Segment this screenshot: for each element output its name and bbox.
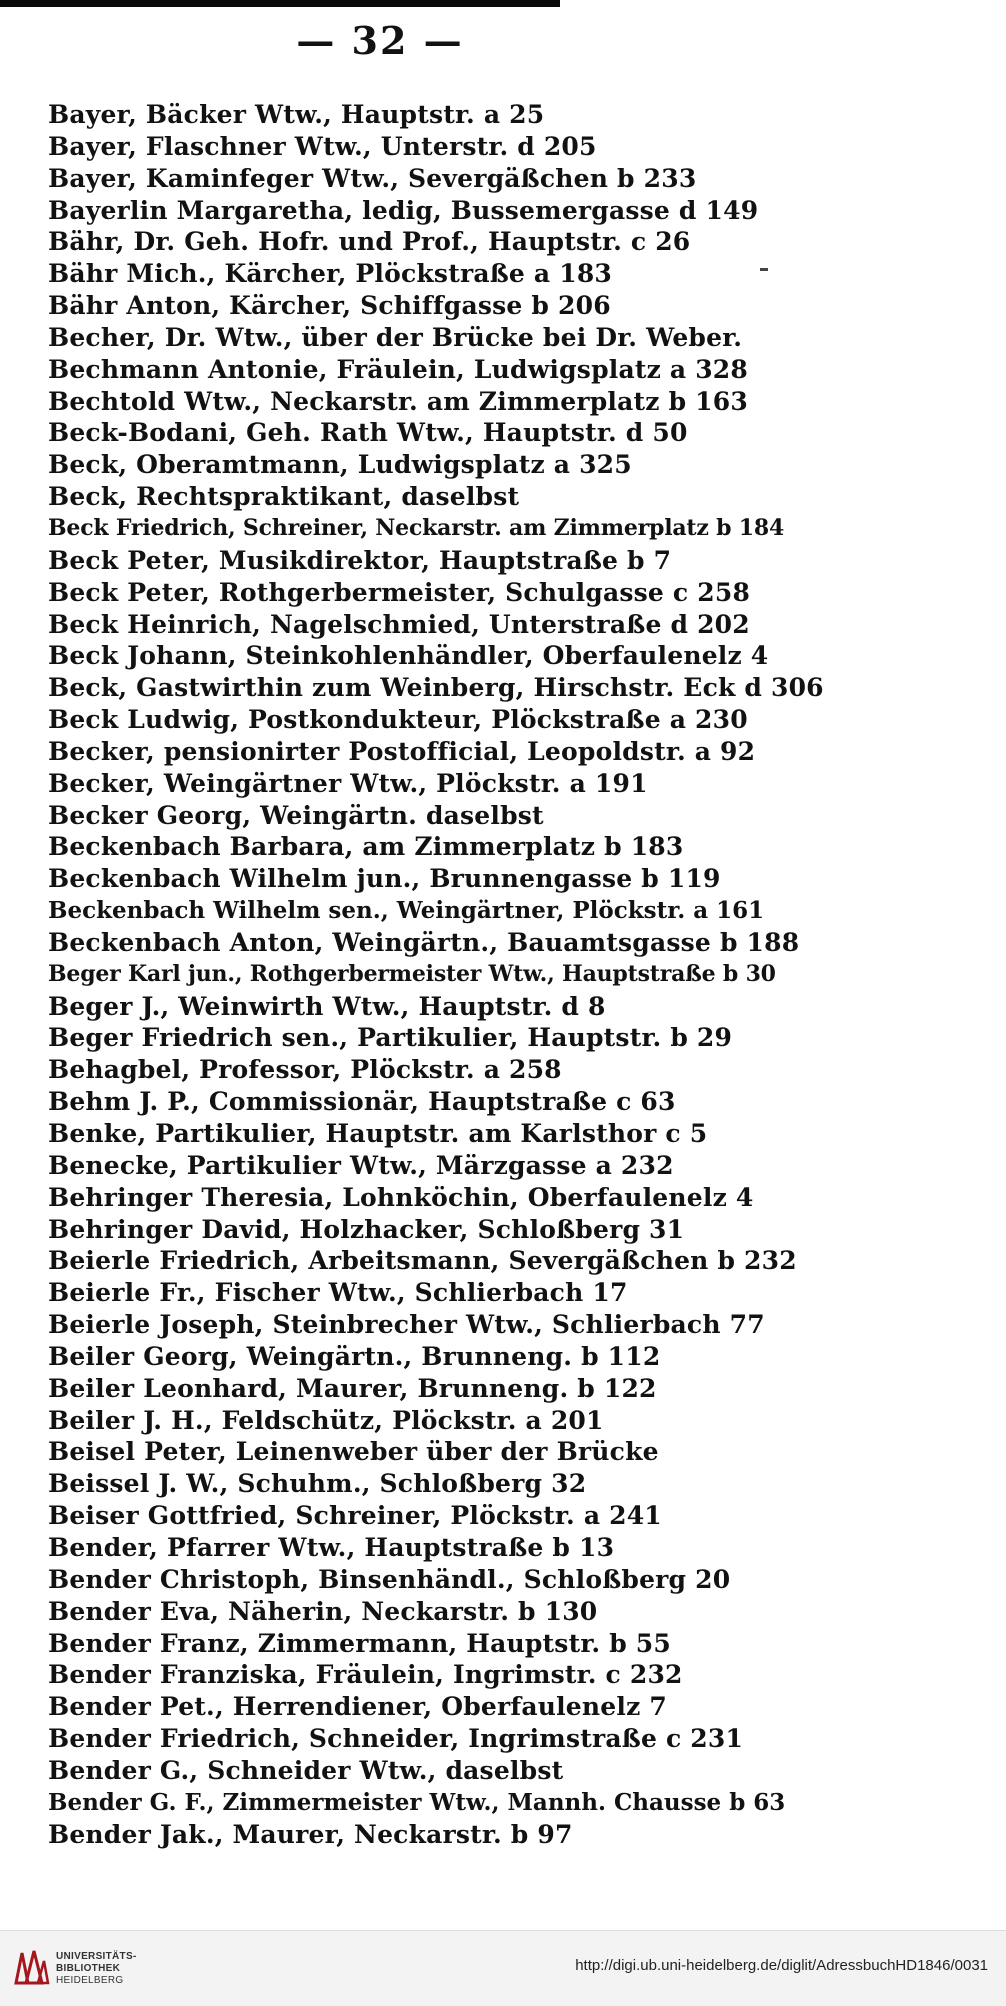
library-name-line-1: UNIVERSITÄTS- xyxy=(56,1951,137,1962)
directory-entry: Bähr Mich., Kärcher, Plöckstraße a 183 xyxy=(48,259,613,289)
page-number: — 32 — xyxy=(296,18,464,63)
directory-entry: Beierle Joseph, Steinbrecher Wtw., Schlierbach 77 xyxy=(48,1310,765,1340)
directory-entry: Bender Jak., Maurer, Neckarstr. b 97 xyxy=(48,1819,573,1849)
directory-entry: Beissel J. W., Schuhm., Schloßberg 32 xyxy=(48,1469,587,1499)
directory-entry: Bechtold Wtw., Neckarstr. am Zimmerplatz b 163 xyxy=(48,386,748,416)
directory-entry: Beiser Gottfried, Schreiner, Plöckstr. a 241 xyxy=(48,1501,662,1531)
directory-entry: Bähr, Dr. Geh. Hofr. und Prof., Hauptstr. c 26 xyxy=(48,227,691,257)
directory-entry: Beisel Peter, Leinenweber über der Brücke xyxy=(48,1437,659,1467)
directory-entry: Bayer, Kaminfeger Wtw., Severgäßchen b 233 xyxy=(48,163,697,193)
directory-entry: Beck, Gastwirthin zum Weinberg, Hirschstr. Eck d 306 xyxy=(48,673,824,703)
directory-entry: Beckenbach Barbara, am Zimmerplatz b 183 xyxy=(48,832,684,862)
directory-entry: Bender Friedrich, Schneider, Ingrimstraße c 231 xyxy=(48,1724,744,1754)
directory-entry: Beierle Friedrich, Arbeitsmann, Severgäßchen b 232 xyxy=(48,1246,797,1276)
directory-entry: Beckenbach Wilhelm jun., Brunnengasse b 119 xyxy=(48,864,721,894)
directory-entry: Benke, Partikulier, Hauptstr. am Karlsthor c 5 xyxy=(48,1119,708,1148)
directory-entry: Bender Franziska, Fräulein, Ingrimstr. c 232 xyxy=(48,1660,683,1690)
directory-entry: Beck Peter, Rothgerbermeister, Schulgasse c 258 xyxy=(48,577,751,607)
library-name-line-3: HEIDELBERG xyxy=(56,1975,124,1986)
library-name-line-2: BIBLIOTHEK xyxy=(56,1963,121,1974)
directory-entry: Beierle Fr., Fischer Wtw., Schlierbach 17 xyxy=(48,1278,628,1308)
directory-entry: Beckenbach Wilhelm sen., Weingärtner, Plöckstr. a 161 xyxy=(48,897,765,925)
directory-entry: Behagbel, Professor, Plöckstr. a 258 xyxy=(48,1055,562,1085)
directory-entry: Beiler J. H., Feldschütz, Plöckstr. a 201 xyxy=(48,1405,604,1435)
directory-entry: Bechmann Antonie, Fräulein, Ludwigsplatz a 328 xyxy=(48,354,748,384)
directory-entry: Beger J., Weinwirth Wtw., Hauptstr. d 8 xyxy=(48,991,606,1021)
directory-entry: Benecke, Partikulier Wtw., Märzgasse a 232 xyxy=(48,1150,674,1180)
directory-entry: Bender G. F., Zimmermeister Wtw., Mannh. Chausse b 63 xyxy=(48,1788,786,1816)
directory-entry: Bähr Anton, Kärcher, Schiffgasse b 206 xyxy=(48,291,611,321)
directory-entry: Behringer Theresia, Lohnköchin, Oberfaulenelz 4 xyxy=(48,1182,754,1212)
directory-entry: Bender Christoph, Binsenhändl., Schloßberg 20 xyxy=(48,1564,731,1594)
directory-entry: Beck Ludwig, Postkondukteur, Plöckstraße a 230 xyxy=(48,705,748,735)
directory-entry: Beger Friedrich sen., Partikulier, Hauptstr. b 29 xyxy=(48,1023,733,1053)
directory-entry: Becker, Weingärtner Wtw., Plöckstr. a 191 xyxy=(48,768,648,798)
directory-entry: Beiler Georg, Weingärtn., Brunneng. b 112 xyxy=(48,1341,661,1371)
directory-entry: Beger Karl jun., Rothgerbermeister Wtw., Hauptstraße b 30 xyxy=(48,960,776,987)
directory-entry: Bender Eva, Näherin, Neckarstr. b 130 xyxy=(48,1596,598,1626)
directory-entry: Behringer David, Holzhacker, Schloßberg 31 xyxy=(48,1214,685,1244)
directory-entry: Beck-Bodani, Geh. Rath Wtw., Hauptstr. d 50 xyxy=(48,418,688,448)
directory-entry: Beck Peter, Musikdirektor, Hauptstraße b 7 xyxy=(48,545,672,575)
directory-entry: Beiler Leonhard, Maurer, Brunneng. b 122 xyxy=(48,1373,657,1403)
directory-entry: Beckenbach Anton, Weingärtn., Bauamtsgasse b 188 xyxy=(48,927,800,957)
directory-entry: Bender G., Schneider Wtw., daselbst xyxy=(48,1755,564,1785)
library-footer xyxy=(0,1930,1006,2006)
directory-entry: Bayer, Bäcker Wtw., Hauptstr. a 25 xyxy=(48,100,545,129)
source-url-link[interactable]: http://digi.ub.uni-heidelberg.de/diglit/AdressbuchHD1846/0031 xyxy=(575,1957,988,1974)
directory-entry: Beck Heinrich, Nagelschmied, Unterstraße d 202 xyxy=(48,609,750,639)
directory-entry: Bender Pet., Herrendiener, Oberfaulenelz 7 xyxy=(48,1692,667,1722)
directory-entry: Becker, pensionirter Postofficial, Leopoldstr. a 92 xyxy=(48,736,756,766)
library-name xyxy=(56,1951,137,1987)
directory-entry: Beck Johann, Steinkohlenhändler, Oberfaulenelz 4 xyxy=(48,641,769,671)
directory-entry-list xyxy=(48,99,968,1850)
directory-entry: Beck Friedrich, Schreiner, Neckarstr. am Zimmerplatz b 184 xyxy=(48,514,785,541)
directory-entry: Beck, Rechtspraktikant, daselbst xyxy=(48,482,520,512)
library-logo-icon xyxy=(12,1947,50,1987)
directory-entry: Bayerlin Margaretha, ledig, Bussemergasse d 149 xyxy=(48,195,759,225)
directory-entry: Bayer, Flaschner Wtw., Unterstr. d 205 xyxy=(48,131,597,161)
directory-entry: Becher, Dr. Wtw., über der Brücke bei Dr. Weber. xyxy=(48,322,743,352)
top-border-rule xyxy=(0,0,560,7)
directory-entry: Bender Franz, Zimmermann, Hauptstr. b 55 xyxy=(48,1628,671,1658)
directory-entry: Beck, Oberamtmann, Ludwigsplatz a 325 xyxy=(48,450,632,480)
directory-entry: Bender, Pfarrer Wtw., Hauptstraße b 13 xyxy=(48,1532,615,1562)
directory-entry: Becker Georg, Weingärtn. daselbst xyxy=(48,800,544,830)
directory-entry: Behm J. P., Commissionär, Hauptstraße c 63 xyxy=(48,1087,676,1117)
